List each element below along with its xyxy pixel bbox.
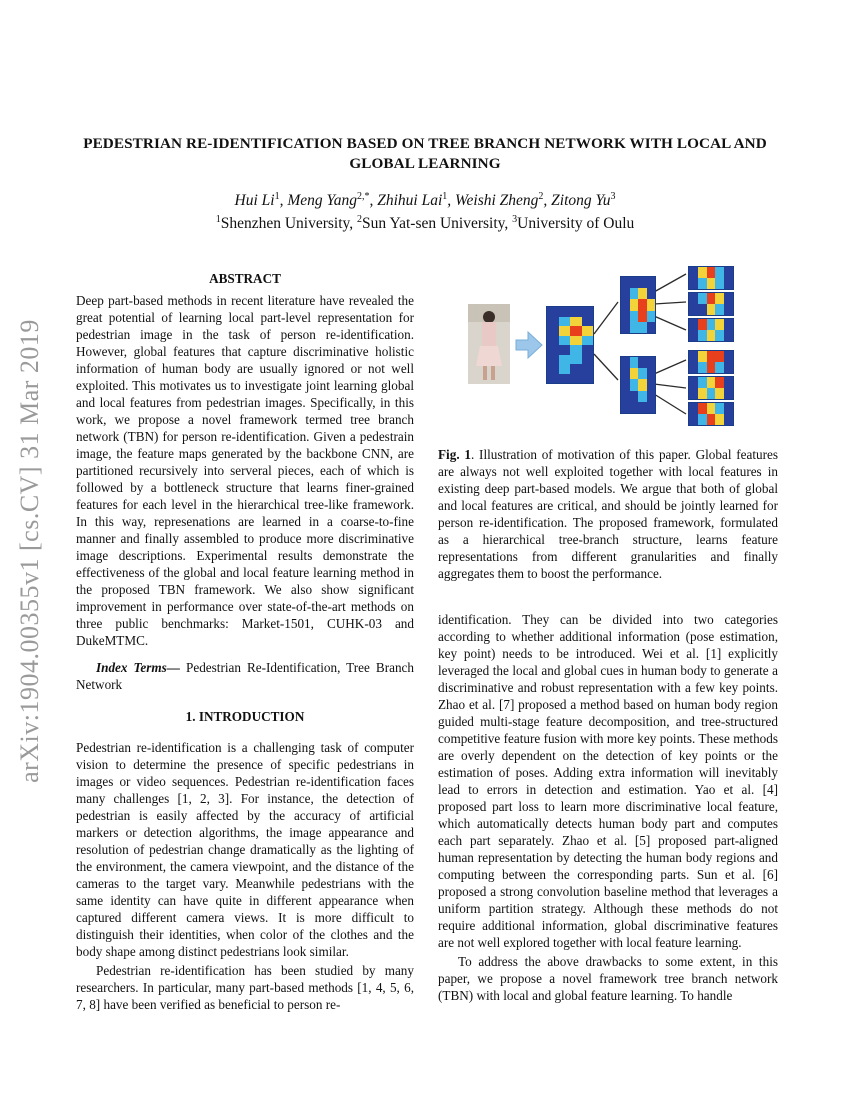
heatmap-cell [707,388,716,399]
heatmap-level-2 [688,376,734,400]
heatmap-cell [582,336,594,346]
heatmap-cell [647,357,656,368]
heatmap-cell [547,326,559,336]
heatmap-cell [689,267,698,278]
heatmap-cell [630,288,639,299]
heatmap-cell [547,374,559,384]
heatmap-cell [707,293,716,304]
paper-title: PEDESTRIAN RE-IDENTIFICATION BASED ON TREE BRANCH NETWORK WITH LOCAL AND GLOBAL LEARNING [83,135,767,172]
abstract-heading: ABSTRACT [209,271,281,286]
heatmap-cell [698,388,707,399]
heatmap-cell [582,307,594,317]
heatmap-cell [630,322,639,333]
heatmap-cell [715,278,724,289]
heatmap-cell [707,278,716,289]
heatmap-global [546,306,594,384]
heatmap-cell [715,377,724,388]
heatmap-cell [698,293,707,304]
heatmap-cell [582,326,594,336]
affiliation-list: $^1$Shenzhen University, $^2$Sun Yat-sen University, $^3$University of Oulu [215,214,635,232]
heatmap-cell [621,368,630,379]
heatmap-cell [707,319,716,330]
heatmap-level-2 [688,402,734,426]
heatmap-cell [630,379,639,390]
heatmap-cell [647,402,656,413]
heatmap-cell [582,355,594,365]
heatmap-cell [621,379,630,390]
heatmap-cell [724,362,733,373]
heatmap-cell [647,288,656,299]
heatmap-cell [707,304,716,315]
heatmap-cell [724,351,733,362]
intro-paragraph: Pedestrian re-identification is a challenging task of computer vision to determine the presence of specific pedestrians in images or video sequences. Pedestrian re-identification faces many challenges [1, 2, 3]. For instance, the detection of pedestrian is easily affected by the accuracy of artificial markers or detection algorithms, the image appearance and resolution of pedestrian change dramatically as the lighting of the environment, the camera viewpoint, and the distance of the cameras to the target vary. Meanwhile pedestrians with the same identity can have quite in different appearance when captured different camera views. It is more difficult to distinguish their identities, when color of the clothes and the body shape among distinct pedestrians look similar. [76,740,414,959]
heatmap-cell [698,414,707,425]
heatmap-cell [630,299,639,310]
heatmap-cell [621,402,630,413]
heatmap-cell [638,391,647,402]
heatmap-cell [638,402,647,413]
body-paragraph: identification. They can be divided into two categories according to whether additional information (pose estimation, key point) needs to be introduced. Wei et al. [1] explicitly leveraged the local and global cues in human body to generate a discriminative and robust representation with a few key points. Zhao et al. [7] proposed a method based on human body region guided multi-stage feature decomposition, and tree-structured competitive feature fusion with more key points. These methods are overly dependent on the detection of key points or the estimation of poses. Adding extra information will inevitably lead to errors in detection and estimation. Yao et al. [4] proposed part loss to learn more discriminative local feature, which automatically detects human body part and computes each part separately. Zhao et al. [5] proposed part-aligned human representation by detecting the human body regions and computing between the corresponding parts. Sun et al. [6] proposed a strong convolution baseline method that leverages a uniform partition strategy. Although these methods do not require additional information, global discriminative features are not well explored together with local feature learning. [438,612,778,950]
figure-caption-text: . Illustration of motivation of this paper. Global features are always not well exploited together with local features in existing deep part-based models. We argue that both of global and local features are critical, and should be jointly learned for person re-identification. The proposed framework, formulated as a hierarchical tree-branch structure, learns feature representations from different granularities and finally aggregates them to boost the performance. [438,447,778,581]
heatmap-cell [638,368,647,379]
heatmap-cell [724,304,733,315]
heatmap-cell [547,355,559,365]
heatmap-cell [559,345,571,355]
heatmap-cell [647,368,656,379]
heatmap-cell [638,277,647,288]
heatmap-cell [689,377,698,388]
abstract-text: Deep part-based methods in recent literature have revealed the great potential of learning local part-level representation for pedestrian image in the task of person re-identification. However, global features that capture discriminative holistic information of human body are usually ignored or not well exploited. This motivates us to investigate joint learning global and local features from pedestrian images. Specifically, in this work, we propose a novel framework termed tree branch network (TBN) for person re-identification. Given a pedestrain image, the feature maps generated by the backbone CNN, are partitioned recursively into serveral pieces, each of which is followed by a bottleneck structure that learns finer-grained features for each level in the hierarchical tree-like framework. In this way, represenations are learned in a coarse-to-fine manner and finally assembled to produce more discriminative image descriptions. Experimental results demonstrate the effectiveness of the global and local feature learning method in the proposed TBN framework. We also show significant improvement in performance over state-of-the-art methods on three public benchmarks: Market-1501, CUHK-03 and DukeMTMC. [76,293,414,648]
heatmap-cell [621,299,630,310]
heatmap-cell [570,345,582,355]
heatmap-cell [724,278,733,289]
heatmap-cell [570,336,582,346]
heatmap-cell [707,330,716,341]
heatmap-cell [621,357,630,368]
heatmap-level-2 [688,266,734,290]
heatmap-cell [724,293,733,304]
heatmap-cell [698,351,707,362]
heatmap-cell [724,414,733,425]
heatmap-cell [698,362,707,373]
heatmap-cell [547,317,559,327]
heatmap-cell [570,317,582,327]
heatmap-cell [698,267,707,278]
heatmap-cell [647,299,656,310]
heatmap-cell [647,391,656,402]
heatmap-cell [559,336,571,346]
heatmap-cell [621,288,630,299]
heatmap-cell [630,311,639,322]
heatmap-cell [689,330,698,341]
heatmap-cell [707,351,716,362]
heatmap-cell [547,336,559,346]
heatmap-cell [689,403,698,414]
heatmap-cell [630,277,639,288]
heatmap-cell [630,368,639,379]
heatmap-cell [647,322,656,333]
heatmap-cell [715,388,724,399]
heatmap-cell [698,319,707,330]
heatmap-cell [724,267,733,278]
heatmap-cell [630,402,639,413]
heatmap-cell [689,362,698,373]
heatmap-cell [715,293,724,304]
heatmap-cell [724,377,733,388]
heatmap-cell [689,388,698,399]
affiliation: $^2$Sun Yat-sen University [357,214,505,232]
affiliation: $^1$Shenzhen University [215,214,350,232]
heatmap-cell [715,319,724,330]
arxiv-id: arXiv:1904.00355v1 [cs.CV] 31 Mar 2019 [15,318,44,783]
heatmap-cell [621,322,630,333]
heatmap-cell [707,362,716,373]
heatmap-level-2 [688,350,734,374]
figure-1-illustration [438,262,778,442]
heatmap-cell [707,267,716,278]
heatmap-cell [724,388,733,399]
heatmap-cell [647,311,656,322]
heatmap-cell [698,330,707,341]
heatmap-cell [630,357,639,368]
author: Hui Li$^1$ [234,191,280,209]
heatmap-cell [698,377,707,388]
heatmap-cell [547,345,559,355]
intro-column [76,739,414,1013]
heatmap-cell [647,277,656,288]
heatmap-cell [647,379,656,390]
heatmap-cell [547,307,559,317]
heatmap-cell [559,317,571,327]
heatmap-cell [698,403,707,414]
heatmap-cell [621,391,630,402]
heatmap-cell [715,362,724,373]
heatmap-level-2 [688,292,734,316]
author: Weishi Zheng$^2$ [455,191,544,209]
heatmap-cell [559,374,571,384]
heatmap-cell [630,391,639,402]
heatmap-cell [715,403,724,414]
heatmap-cell [559,307,571,317]
heatmap-cell [689,351,698,362]
heatmap-cell [715,304,724,315]
heatmap-cell [570,326,582,336]
author: Zitong Yu$^3$ [551,191,616,209]
heatmap-cell [707,377,716,388]
heatmap-cell [621,311,630,322]
right-column [438,611,778,1004]
heatmap-cell [547,364,559,374]
heatmap-cell [724,319,733,330]
heatmap-cell [715,267,724,278]
heatmap-level-1-bottom [620,356,656,414]
heatmap-cell [638,288,647,299]
section-heading-introduction: 1. INTRODUCTION [185,709,305,724]
heatmap-cell [559,364,571,374]
body-paragraph: To address the above drawbacks to some extent, in this paper, we propose a novel framework tree branch network (TBN) with local and global feature learning. To handle [438,954,778,1003]
heatmap-cell [724,403,733,414]
figure-1-caption [438,446,778,582]
heatmap-cell [724,330,733,341]
heatmap-cell [698,304,707,315]
affiliation: $^3$University of Oulu [512,214,635,232]
author-list: Hui Li$^1$, Meng Yang$^{2,*}$, Zhihui Lai$^1$, Weishi Zheng$^2$, Zitong Yu$^3$ [234,191,616,209]
heatmap-cell [570,374,582,384]
heatmap-level-1-top [620,276,656,334]
heatmap-cell [715,330,724,341]
heatmap-cell [582,374,594,384]
heatmap-cell [715,351,724,362]
heatmap-cell [570,364,582,374]
heatmap-cell [689,414,698,425]
intro-paragraph: Pedestrian re-identification has been studied by many researchers. In particular, many part-based methods [1, 4, 5, 6, 7, 8] have been verified as beneficial to person re- [76,963,414,1012]
heatmap-cell [638,311,647,322]
heatmap-cell [698,278,707,289]
heatmap-cell [707,403,716,414]
heatmap-cell [638,357,647,368]
heatmap-cell [582,317,594,327]
heatmap-cell [638,322,647,333]
heatmap-cell [559,355,571,365]
arrow-icon [516,332,542,358]
heatmap-cell [715,414,724,425]
heatmap-cell [559,326,571,336]
heatmap-cell [638,299,647,310]
heatmap-cell [707,414,716,425]
heatmap-cell [570,355,582,365]
heatmap-cell [582,364,594,374]
heatmap-cell [689,304,698,315]
heatmap-cell [570,307,582,317]
heatmap-cell [689,293,698,304]
heatmap-cell [621,277,630,288]
pedestrian-photo [468,304,510,384]
heatmap-level-2 [688,318,734,342]
heatmap-cell [582,345,594,355]
index-terms: Index Terms— Pedestrian Re-Identification, Tree Branch Network [76,660,414,692]
author: Zhihui Lai$^1$ [377,191,448,209]
heatmap-cell [638,379,647,390]
arxiv-watermark [4,288,56,813]
left-column [76,292,414,693]
heatmap-cell [689,278,698,289]
author: Meng Yang$^{2,*}$ [287,191,370,209]
figure-label: Fig. 1 [438,447,471,462]
heatmap-cell [689,319,698,330]
